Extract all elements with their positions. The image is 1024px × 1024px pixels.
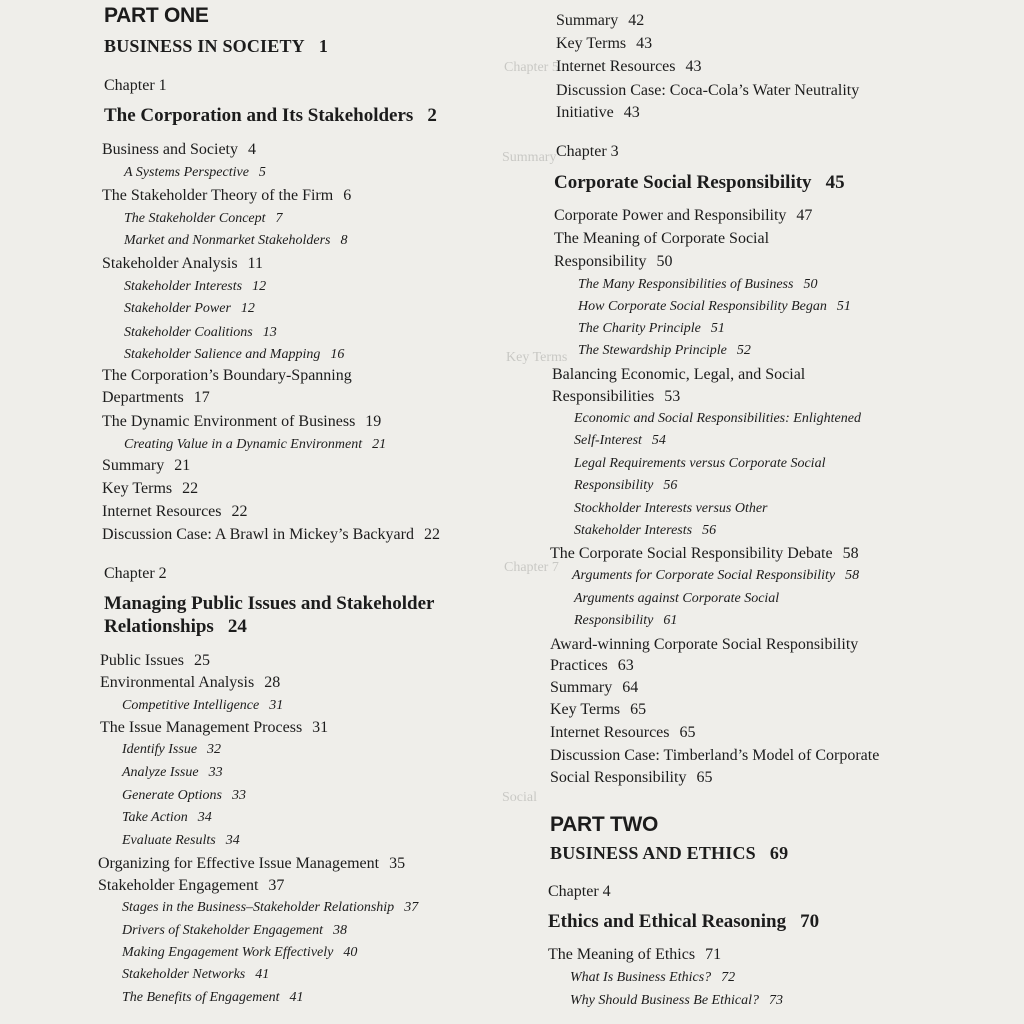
page-number: 1 bbox=[318, 36, 329, 56]
entry-text: Competitive Intelligence bbox=[122, 698, 260, 713]
entry-text: Chapter 1 bbox=[104, 77, 167, 94]
entry-text: PART ONE bbox=[104, 4, 209, 27]
entry-text: Key Terms bbox=[102, 480, 173, 497]
page-number: 43 bbox=[623, 104, 640, 121]
entry-text: Chapter 2 bbox=[104, 565, 167, 582]
page-number: 13 bbox=[262, 325, 277, 340]
entry-text: The Meaning of Corporate Social bbox=[554, 230, 770, 247]
entry-text: Stakeholder Power bbox=[124, 301, 231, 316]
entry-text: Take Action bbox=[122, 810, 188, 825]
toc-entry-sub bbox=[124, 280, 266, 294]
entry-text: Responsibility bbox=[574, 478, 654, 493]
toc-entry-sub bbox=[122, 924, 347, 938]
toc-entry-sub bbox=[574, 457, 825, 471]
entry-text: Discussion Case: A Brawl in Mickey’s Backyard bbox=[102, 526, 414, 543]
toc-entry-sub bbox=[124, 234, 347, 248]
entry-text: Initiative bbox=[556, 104, 614, 121]
toc-entry-main bbox=[100, 653, 210, 669]
entry-text: Self-Interest bbox=[574, 433, 642, 448]
toc-entry-main bbox=[102, 142, 256, 158]
toc-entry-sub bbox=[122, 766, 223, 780]
toc-entry-sub bbox=[122, 901, 418, 915]
entry-text: Market and Nonmarket Stakeholders bbox=[124, 233, 331, 248]
entry-text: Responsibility bbox=[554, 253, 647, 270]
toc-entry-sub bbox=[570, 994, 783, 1008]
entry-text: Stakeholder Interests bbox=[124, 279, 243, 294]
entry-text: The Corporation’s Boundary-Spanning bbox=[102, 367, 352, 384]
entry-text: The Corporation and Its Stakeholders bbox=[104, 105, 414, 126]
entry-text: Stockholder Interests versus Other bbox=[574, 501, 768, 516]
page-number: 63 bbox=[617, 657, 634, 674]
toc-entry-main bbox=[550, 680, 638, 696]
toc-entry-main bbox=[550, 770, 712, 786]
toc-entry-main bbox=[550, 702, 646, 718]
entry-text: Environmental Analysis bbox=[100, 674, 255, 691]
entry-text: Ethics and Ethical Reasoning bbox=[548, 911, 787, 932]
page-number: 54 bbox=[651, 433, 666, 448]
page-number: 2 bbox=[427, 105, 437, 126]
toc-entry-sub bbox=[574, 412, 861, 426]
toc-entry-sub bbox=[574, 479, 677, 493]
page-number: 34 bbox=[225, 833, 240, 848]
toc-entry-chapter-title bbox=[104, 106, 437, 125]
toc-entry-main bbox=[550, 546, 859, 562]
entry-text: Business and Society bbox=[102, 141, 238, 158]
page-number: 65 bbox=[696, 769, 713, 786]
page-number: 37 bbox=[404, 900, 419, 915]
page-number: 40 bbox=[343, 945, 358, 960]
toc-entry-sub bbox=[570, 971, 735, 985]
page-number: 58 bbox=[845, 568, 860, 583]
toc-entry-sub bbox=[574, 502, 768, 516]
entry-text: The Charity Principle bbox=[578, 321, 701, 336]
page-number: 7 bbox=[275, 211, 283, 226]
entry-text: Stakeholder Coalitions bbox=[124, 325, 253, 340]
entry-text: PART TWO bbox=[550, 813, 659, 836]
toc-entry-sub bbox=[122, 968, 269, 982]
toc-entry-main bbox=[554, 231, 769, 247]
entry-text: Internet Resources bbox=[556, 58, 676, 75]
toc-entry-main bbox=[550, 725, 696, 741]
entry-text: Social Responsibility bbox=[550, 769, 687, 786]
page-number: 22 bbox=[182, 480, 199, 497]
page-number: 31 bbox=[312, 719, 329, 736]
toc-entry-main bbox=[552, 367, 805, 383]
entry-text: Internet Resources bbox=[102, 503, 222, 520]
page-number: 17 bbox=[193, 389, 210, 406]
page-number: 53 bbox=[664, 388, 681, 405]
page-number: 12 bbox=[240, 301, 255, 316]
page-number: 56 bbox=[702, 523, 717, 538]
page-number: 25 bbox=[194, 652, 210, 669]
entry-text: Organizing for Effective Issue Management bbox=[98, 855, 380, 872]
toc-entry-sub bbox=[124, 326, 277, 340]
entry-text: Why Should Business Be Ethical? bbox=[570, 993, 759, 1008]
toc-entry-main bbox=[556, 13, 644, 29]
entry-text: Public Issues bbox=[100, 652, 184, 669]
toc-entry-main bbox=[554, 254, 672, 270]
page-number: 43 bbox=[685, 58, 702, 75]
page-number: 21 bbox=[372, 437, 387, 452]
page-number: 71 bbox=[705, 946, 722, 963]
toc-entry-chapter bbox=[548, 884, 611, 900]
entry-text: The Stakeholder Concept bbox=[124, 211, 266, 226]
toc-entry-main bbox=[102, 368, 352, 384]
entry-text: The Stewardship Principle bbox=[578, 343, 727, 358]
page-number: 33 bbox=[208, 765, 223, 780]
entry-text: A Systems Perspective bbox=[124, 165, 249, 180]
toc-entry-chapter bbox=[104, 78, 167, 94]
entry-text: Award-winning Corporate Social Responsibility bbox=[550, 636, 859, 653]
page-number: 12 bbox=[252, 279, 267, 294]
entry-text: The Issue Management Process bbox=[100, 719, 303, 736]
page-number: 28 bbox=[264, 674, 281, 691]
entry-text: Chapter 3 bbox=[556, 143, 619, 160]
page-number: 45 bbox=[825, 172, 845, 193]
entry-text: Stakeholder Networks bbox=[122, 967, 246, 982]
toc-entry-sub bbox=[124, 166, 266, 180]
page-number: 38 bbox=[333, 923, 348, 938]
toc-entry-main bbox=[550, 748, 879, 764]
entry-text: The Many Responsibilities of Business bbox=[578, 277, 794, 292]
entry-text: Discussion Case: Timberland’s Model of Corporate bbox=[550, 747, 880, 764]
toc-entry-main bbox=[556, 36, 652, 52]
entry-text: Stakeholder Analysis bbox=[102, 255, 238, 272]
page-number: 31 bbox=[269, 698, 284, 713]
toc-entry-main bbox=[102, 527, 440, 543]
toc-entry-main bbox=[102, 458, 190, 474]
page-number: 24 bbox=[227, 616, 247, 637]
toc-entry-chapter-title bbox=[548, 912, 819, 931]
entry-text: Stakeholder Interests bbox=[574, 523, 693, 538]
entry-text: Stages in the Business–Stakeholder Relationship bbox=[122, 900, 395, 915]
page-number: 32 bbox=[207, 742, 222, 757]
toc-entry-main bbox=[102, 414, 381, 430]
entry-text: BUSINESS IN SOCIETY bbox=[104, 36, 305, 56]
entry-text: Summary bbox=[102, 457, 165, 474]
toc-entry-sub bbox=[124, 348, 344, 362]
toc-entry-part bbox=[104, 5, 209, 26]
toc-entry-sub bbox=[122, 946, 357, 960]
toc-entry-main bbox=[548, 947, 721, 963]
entry-text: Making Engagement Work Effectively bbox=[122, 945, 334, 960]
toc-entry-sub bbox=[574, 592, 779, 606]
page-number: 22 bbox=[423, 526, 440, 543]
page-number: 70 bbox=[800, 911, 820, 932]
toc-entry-main bbox=[102, 481, 198, 497]
page-number: 8 bbox=[340, 233, 348, 248]
entry-text: Stakeholder Engagement bbox=[98, 877, 259, 894]
page-number: 65 bbox=[679, 724, 696, 741]
page-number: 37 bbox=[268, 877, 285, 894]
entry-text: Stakeholder Salience and Mapping bbox=[124, 347, 321, 362]
page-number: 51 bbox=[836, 299, 851, 314]
entry-text: Arguments for Corporate Social Responsibility bbox=[572, 568, 836, 583]
page-number: 51 bbox=[710, 321, 725, 336]
toc-entry-sub bbox=[578, 278, 817, 292]
page-number: 19 bbox=[365, 413, 382, 430]
entry-text: The Dynamic Environment of Business bbox=[102, 413, 356, 430]
toc-entry-chapter bbox=[104, 566, 167, 582]
entry-text: The Stakeholder Theory of the Firm bbox=[102, 187, 334, 204]
toc-entry-sub bbox=[574, 614, 677, 628]
page-number: 35 bbox=[389, 855, 406, 872]
toc-entry-part-title bbox=[550, 844, 788, 862]
entry-text: Balancing Economic, Legal, and Social bbox=[552, 366, 806, 383]
toc-entry-sub bbox=[574, 524, 716, 538]
page-number: 52 bbox=[736, 343, 751, 358]
toc-entry-main bbox=[98, 856, 405, 872]
entry-text: Corporate Social Responsibility bbox=[554, 172, 812, 193]
page-number: 50 bbox=[656, 253, 673, 270]
entry-text: Summary bbox=[550, 679, 613, 696]
toc-entry-sub bbox=[578, 344, 751, 358]
toc-entry-sub bbox=[122, 699, 283, 713]
page-number: 16 bbox=[330, 347, 345, 362]
entry-text: Chapter 4 bbox=[548, 883, 611, 900]
page-number: 50 bbox=[803, 277, 818, 292]
toc-entry-sub bbox=[572, 569, 859, 583]
entry-text: Arguments against Corporate Social bbox=[574, 591, 780, 606]
entry-text: What Is Business Ethics? bbox=[570, 970, 712, 985]
entry-text: Identify Issue bbox=[122, 742, 198, 757]
toc-entry-sub bbox=[122, 991, 303, 1005]
page-number: 21 bbox=[174, 457, 191, 474]
entry-text: Relationships bbox=[104, 616, 214, 637]
toc-entry-main bbox=[102, 504, 248, 520]
page-number: 73 bbox=[768, 993, 783, 1008]
page-number: 6 bbox=[343, 187, 352, 204]
toc-entry-part-title bbox=[104, 37, 328, 55]
entry-text: The Benefits of Engagement bbox=[122, 990, 280, 1005]
entry-text: Generate Options bbox=[122, 788, 222, 803]
toc-entry-main bbox=[550, 637, 858, 653]
toc-entry-sub bbox=[122, 789, 246, 803]
toc-entry-main bbox=[102, 188, 351, 204]
entry-text: BUSINESS AND ETHICS bbox=[550, 843, 756, 863]
toc-entry-sub bbox=[122, 834, 240, 848]
entry-text: Legal Requirements versus Corporate Social bbox=[574, 456, 826, 471]
page-number: 42 bbox=[628, 12, 645, 29]
entry-text: Evaluate Results bbox=[122, 833, 216, 848]
page-number: 69 bbox=[769, 843, 789, 863]
toc-entry-sub bbox=[124, 302, 255, 316]
entry-text: Discussion Case: Coca-Cola’s Water Neutrality bbox=[556, 82, 860, 99]
page-number: 41 bbox=[255, 967, 270, 982]
toc-entry-sub bbox=[122, 743, 221, 757]
page-number: 4 bbox=[248, 141, 256, 158]
page-number: 43 bbox=[636, 35, 653, 52]
toc-entry-chapter-title bbox=[104, 617, 247, 636]
page-number: 72 bbox=[721, 970, 736, 985]
page-number: 58 bbox=[842, 545, 859, 562]
toc-entry-chapter-title bbox=[104, 594, 434, 613]
toc-entry-main bbox=[98, 878, 284, 894]
entry-text: How Corporate Social Responsibility Began bbox=[578, 299, 827, 314]
toc-entry-sub bbox=[574, 434, 666, 448]
toc-entry-main bbox=[550, 658, 634, 674]
entry-text: Departments bbox=[102, 389, 184, 406]
toc-entry-part bbox=[550, 814, 658, 835]
toc-entry-sub bbox=[122, 811, 212, 825]
toc-entry-main bbox=[100, 675, 280, 691]
entry-text: Key Terms bbox=[556, 35, 627, 52]
page-number: 22 bbox=[231, 503, 248, 520]
entry-text: Analyze Issue bbox=[122, 765, 199, 780]
page-number: 11 bbox=[247, 255, 263, 272]
toc-entry-sub bbox=[124, 212, 283, 226]
entry-text: The Corporate Social Responsibility Debate bbox=[550, 545, 833, 562]
page-number: 64 bbox=[622, 679, 639, 696]
entry-text: Key Terms bbox=[550, 701, 621, 718]
entry-text: Creating Value in a Dynamic Environment bbox=[124, 437, 363, 452]
bleed-through-shadow: Chapter 5 Summary Key Terms Chapter 7 Social bbox=[502, 60, 568, 805]
entry-text: Responsibility bbox=[574, 613, 654, 628]
toc-entry-main bbox=[102, 256, 263, 272]
toc-entry-main bbox=[552, 389, 680, 405]
page-number: 41 bbox=[289, 990, 304, 1005]
page-number: 47 bbox=[796, 207, 813, 224]
entry-text: Internet Resources bbox=[550, 724, 670, 741]
entry-text: Economic and Social Responsibilities: Enlightened bbox=[574, 411, 861, 426]
entry-text: Managing Public Issues and Stakeholder bbox=[104, 593, 435, 614]
page-number: 33 bbox=[231, 788, 246, 803]
toc-entry-main bbox=[102, 390, 210, 406]
toc-entry-main bbox=[100, 720, 328, 736]
entry-text: Practices bbox=[550, 657, 608, 674]
toc-entry-main bbox=[554, 208, 812, 224]
toc-entry-main bbox=[556, 105, 640, 121]
entry-text: Drivers of Stakeholder Engagement bbox=[122, 923, 324, 938]
toc-entry-sub bbox=[578, 322, 725, 336]
entry-text: Responsibilities bbox=[552, 388, 655, 405]
toc-entry-chapter-title bbox=[554, 173, 845, 192]
toc-entry-main bbox=[556, 59, 702, 75]
page-number: 61 bbox=[663, 613, 678, 628]
entry-text: Summary bbox=[556, 12, 619, 29]
entry-text: The Meaning of Ethics bbox=[548, 946, 696, 963]
page-number: 56 bbox=[663, 478, 678, 493]
entry-text: Corporate Power and Responsibility bbox=[554, 207, 787, 224]
page-number: 34 bbox=[197, 810, 212, 825]
page-number: 65 bbox=[630, 701, 647, 718]
page-number: 5 bbox=[258, 165, 266, 180]
toc-entry-chapter bbox=[556, 144, 619, 160]
toc-entry-sub bbox=[578, 300, 851, 314]
toc-entry-main bbox=[556, 83, 859, 99]
toc-entry-sub bbox=[124, 438, 386, 452]
